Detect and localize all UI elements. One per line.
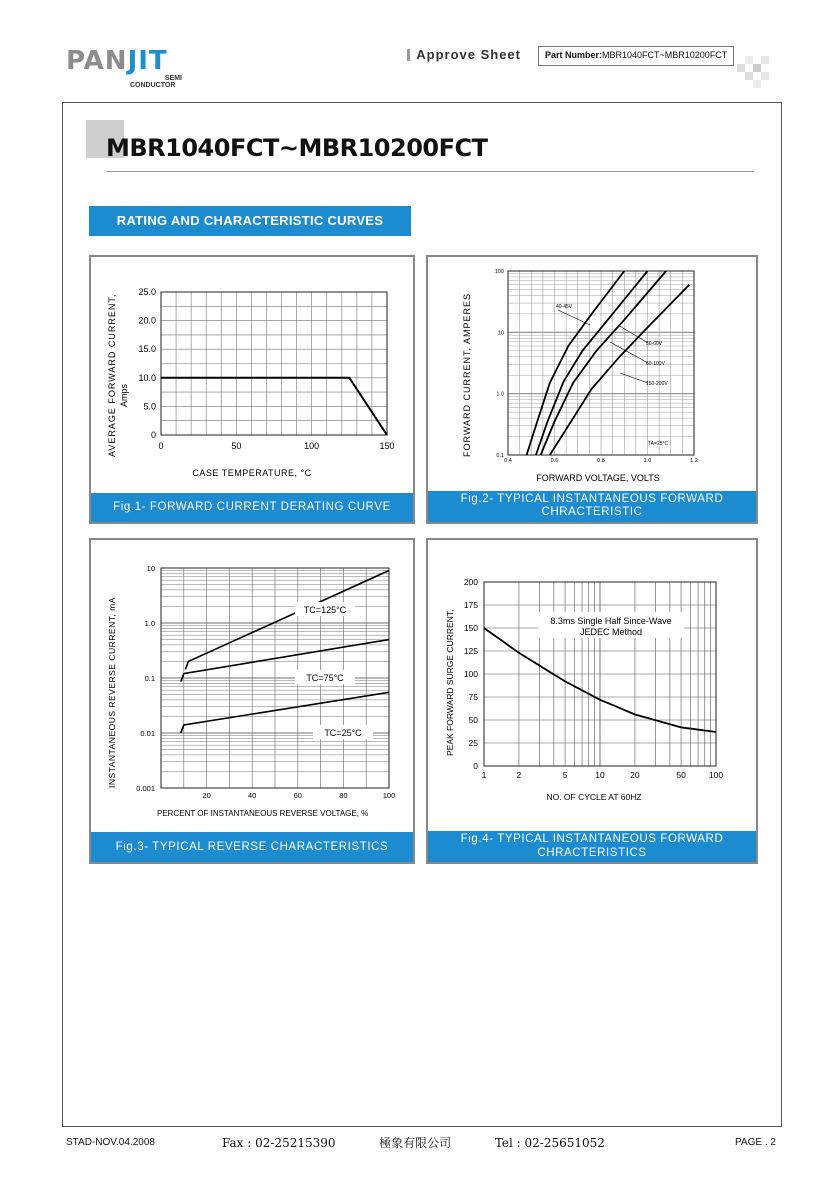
fig2-panel [426,255,758,524]
fig4-xtick: 10 [595,770,605,780]
fig2-caption-line1: Fig.2- TYPICAL INSTANTANEOUS FORWARD [460,493,724,505]
fig1-ytick: 20.0 [138,315,156,326]
fig3-series-line-1 [181,640,389,682]
footer-fax: Fax : 02-25215390 [222,1136,336,1150]
fig2-ytick: 10 [497,330,504,337]
fig3-panel [89,538,415,864]
fig2-ylabel: FORWARD CURRENT, AMPERES [462,292,472,457]
fig4-panel [426,538,758,864]
fig3-ytick: 1.0 [144,619,155,628]
footer-page-number: PAGE . 2 [735,1137,776,1148]
fig2-xtick: 0.8 [597,458,605,464]
fig3-xtick: 100 [382,791,396,800]
fig2-series-label: 60-100V [646,361,665,367]
fig3-xtick: 20 [202,791,211,800]
fig4-ytick: 175 [463,600,478,610]
fig3-ytick: 0.001 [136,784,155,793]
fig4-xtick: 5 [562,770,568,780]
fig1-ytick: 5.0 [143,401,156,412]
fig4-xlabel: NO. OF CYCLE AT 60HZ [546,792,642,802]
fig1-xlabel: CASE TEMPERATURE, °C [192,468,312,478]
fig2-series-leader [558,310,590,325]
fig3-ytick: 0.01 [140,729,155,738]
footer-contact [222,1134,605,1151]
fig4-caption-line2: CHRACTERISTICS [537,847,647,859]
logo-semi-text: SEMI [164,75,182,82]
fig4-ytick: 150 [463,623,478,633]
fig3-xtick: 60 [293,791,302,800]
fig1-caption: Fig.1- FORWARD CURRENT DERATING CURVE [91,493,413,522]
footer-tel: Tel : 02-25651052 [494,1136,605,1150]
fig3-xtick: 80 [339,791,348,800]
fig1-ytick: 0 [150,430,156,440]
fig1-ytick: 25.0 [138,287,156,297]
fig3-chart [91,540,413,832]
fig3-series-label: TC=75°C [306,673,344,683]
fig1-xtick: 100 [304,441,320,451]
fig4-xtick: 100 [708,770,724,780]
fig1-ytick: 10.0 [138,372,156,383]
footer-company: 極象有限公司 [379,1136,452,1150]
fig3-series-line-0 [185,571,389,670]
fig4-chart [428,540,756,832]
fig4-xtick: 2 [516,770,522,780]
fig2-series-label: 50-60V [646,341,663,347]
fig1-xtick: 0 [158,441,164,451]
fig3-caption: Fig.3- TYPICAL REVERSE CHARACTERISTICS [91,832,413,862]
fig2-xlabel: FORWARD VOLTAGE, VOLTS [536,473,660,483]
fig1-xtick: 150 [379,441,395,451]
logo-jit-text: JIT [127,46,168,76]
fig2-xtick: 0.4 [504,458,512,464]
fig3-series-label: TC=25°C [324,728,362,738]
fig2-ytick: 0.1 [496,453,504,459]
fig4-ytick: 75 [468,692,478,702]
fig2-chart [428,257,756,493]
fig1-panel [89,255,415,524]
fig2-series-label: 40-45V [556,304,573,310]
fig3-xtick: 40 [248,791,257,800]
fig1-ylabel-line2: Amps [119,383,129,407]
fig1-ytick: 15.0 [138,344,156,355]
fig2-temp-annotation: TA=25°C [648,441,669,447]
fig4-ylabel: PEAK FORWARD SURGE CURRENT, [445,609,455,756]
fig1-ylabel-line1: AVERAGE FORWARD CURRENT, [107,293,117,457]
page-title: MBR1040FCT~MBR10200FCT [106,134,488,162]
fig2-caption [428,491,756,522]
checker-decoration [737,52,773,88]
fig4-caption [428,831,756,862]
fig4-ytick: 0 [473,761,478,771]
fig3-ytick: 0.1 [144,674,155,683]
logo-pan-text: PAN [66,46,128,76]
fig3-xlabel: PERCENT OF INSTANTANEOUS REVERSE VOLTAGE, % [157,809,369,818]
panjit-logo [66,44,186,92]
fig2-caption-line2: CHRACTERISTIC [541,506,643,518]
fig2-xtick: 0.6 [550,458,559,464]
fig4-xtick: 1 [481,770,487,780]
fig4-xtick: 50 [676,770,686,780]
part-number-label: Part Number: [545,50,603,60]
fig2-xtick: 1.2 [690,458,698,464]
fig4-xtick: 20 [630,770,640,780]
fig2-series-leader [618,325,648,343]
fig4-ytick: 50 [468,715,478,725]
fig4-ytick: 125 [463,646,478,656]
fig2-ytick: 100 [494,269,504,275]
fig4-annotation-line2: JEDEC Method [579,627,643,637]
title-divider [106,171,754,172]
fig4-ytick: 100 [463,669,478,679]
fig3-ytick: 10 [146,564,155,573]
fig4-caption-line1: Fig.4- TYPICAL INSTANTANEOUS FORWARD [460,833,724,845]
part-number-box [538,46,734,66]
section-heading: RATING AND CHARACTERISTIC CURVES [89,206,411,236]
fig4-annotation-line1: 8.3ms Single Half Since-Wave [550,616,672,626]
fig4-ytick: 25 [468,738,478,748]
part-number-value: MBR1040FCT~MBR10200FCT [602,50,728,60]
approve-sheet-label: Approve Sheet [416,47,521,62]
logo-conductor-text: CONDUCTOR [130,82,176,89]
footer-doc-code: STAD-NOV.04.2008 [66,1137,155,1148]
fig1-xtick: 50 [231,441,242,451]
fig2-ytick: 1.0 [496,391,504,398]
fig2-xtick: 1.0 [643,458,652,464]
fig3-ylabel: INSTANTANEOUS REVERSE CURRENT, mA [107,597,117,788]
fig1-chart [91,257,413,493]
fig2-series-label: 150-200V [646,381,668,387]
fig4-ytick: 200 [463,577,478,587]
fig3-series-label: TC=125°C [303,605,347,615]
